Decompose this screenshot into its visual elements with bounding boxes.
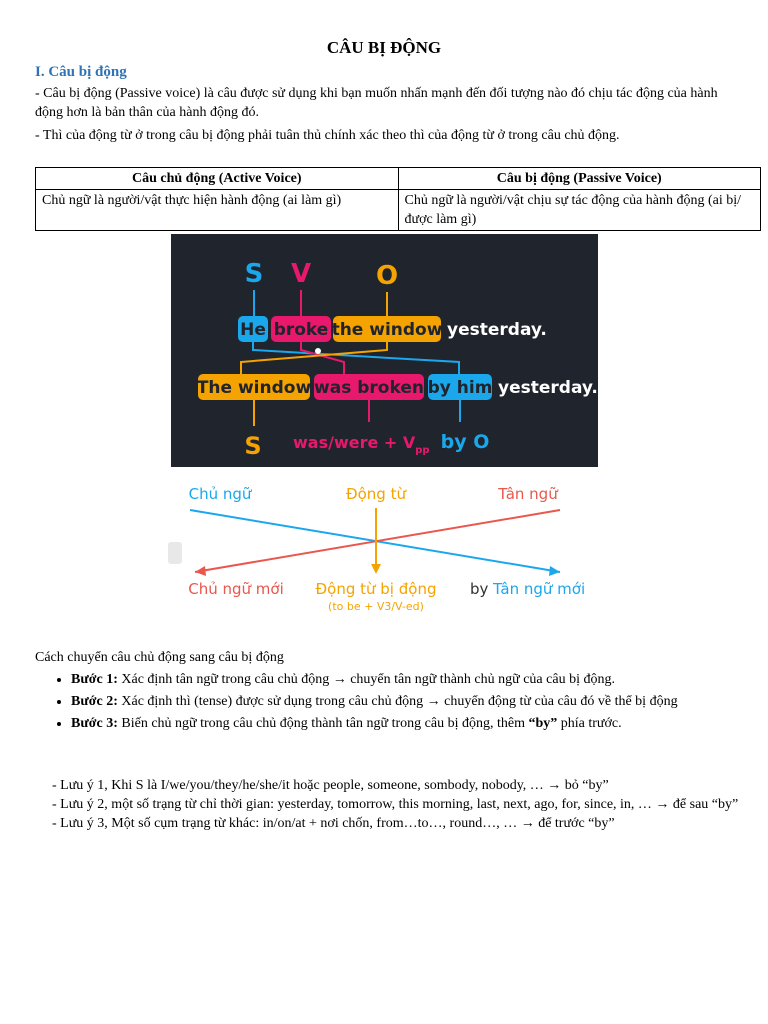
table-row (36, 190, 761, 231)
cross-label-by: by (470, 580, 489, 598)
cross-diagram-graphic (160, 472, 600, 617)
svo-diagram (171, 234, 598, 467)
step-label: Bước 1: (71, 672, 118, 687)
cross-label-verb: Động từ (346, 485, 406, 503)
word-yesterday-active: yesterday. (447, 320, 547, 340)
letter-s: S (244, 259, 264, 289)
note-3: - Lưu ý 3, Một số cụm trạng từ khác: in/on/at + nơi chốn, from…to…, round…, … → để trước “by” (52, 816, 615, 831)
cross-label-passive-verb: Động từ bị động (315, 580, 437, 598)
svo-diagram-graphic (171, 234, 598, 467)
word-the-window-passive: The window (196, 378, 312, 398)
arrow-head-down (371, 564, 381, 574)
definition-paragraph: - Câu bị động (Passive voice) là câu được sử dụng khi bạn muốn nhấn mạnh đến đối tượng nào đó chịu tác động của hành động hơn là bản thân của hành động đó. (35, 86, 718, 120)
word-by-him: by him (427, 378, 493, 398)
table-header-passive: Câu bị động (Passive Voice) (398, 168, 761, 190)
bottom-letter-s: S (244, 432, 262, 460)
step-label: Bước 3: (71, 716, 118, 731)
page-title: CÂU BỊ ĐỘNG (326, 38, 442, 57)
list-item (71, 670, 768, 689)
bottom-by-o: by O (440, 431, 490, 453)
note-1: - Lưu ý 1, Khi S là I/we/you/they/he/she/it hoặc people, someone, sombody, nobody, … → bỏ “by” (52, 778, 609, 793)
faint-menu-icon (168, 542, 182, 564)
cross-diagram (160, 472, 600, 622)
comparison-table (35, 167, 761, 231)
word-yesterday-passive: yesterday. (498, 378, 598, 398)
bottom-verb-sub: pp (415, 445, 430, 456)
notes-block (52, 776, 752, 833)
table-header-row (36, 168, 761, 190)
step-text: Xác định tân ngữ trong câu chủ động → chuyển tân ngữ thành chủ ngữ của câu bị động. (117, 672, 615, 687)
cross-dot (315, 348, 321, 354)
steps-list (35, 670, 768, 736)
word-the-window: the window (331, 320, 443, 340)
step-bold-by: “by” (528, 716, 558, 731)
step-text: Xác định thì (tense) được sử dụng trong câu chủ động → chuyển động từ của câu đó về thể bị động (117, 694, 678, 709)
bottom-verb-label (293, 433, 430, 456)
cross-line-pink (301, 342, 344, 374)
tense-paragraph: - Thì của động từ ở trong câu bị động phải tuân thủ chính xác theo thì của động từ ở trong câu chủ động. (35, 128, 620, 143)
section-heading: I. Câu bị động (35, 64, 127, 80)
cross-label-subject: Chủ ngữ (188, 485, 252, 503)
list-item (71, 692, 768, 711)
word-he: He (240, 320, 266, 340)
cross-label-passive-verb-sub: (to be + V3/V-ed) (328, 600, 424, 613)
cross-label-new-subject: Chủ ngữ mới (188, 580, 284, 598)
list-item (71, 714, 768, 733)
bottom-verb-text: was/were + V (293, 433, 416, 452)
step-text-end: phía trước. (557, 716, 622, 731)
note-2: - Lưu ý 2, một số trạng từ chỉ thời gian: yesterday, tomorrow, this morning, last, next, ago, for, since, in, … → để sau “by” (52, 797, 739, 812)
steps-intro: Cách chuyển câu chủ động sang câu bị động (35, 650, 284, 665)
cross-label-new-object: Tân ngữ mới (493, 580, 586, 598)
step-label: Bước 2: (71, 694, 118, 709)
table-cell-active: Chủ ngữ là người/vật thực hiện hành động (ai làm gì) (36, 190, 399, 231)
table-header-active: Câu chủ động (Active Voice) (36, 168, 399, 190)
cross-label-object: Tân ngữ (498, 485, 558, 503)
table-cell-passive: Chủ ngữ là người/vật chịu sự tác động của hành động (ai bị/được làm gì) (398, 190, 761, 231)
step-text: Biến chủ ngữ trong câu chủ động thành tân ngữ trong câu bị động, thêm (117, 716, 529, 731)
letter-v: V (290, 259, 312, 289)
letter-o: O (375, 261, 399, 291)
word-was-broken: was broken (314, 378, 424, 398)
word-broke: broke (273, 320, 329, 340)
cross-line-yellow (241, 342, 387, 374)
